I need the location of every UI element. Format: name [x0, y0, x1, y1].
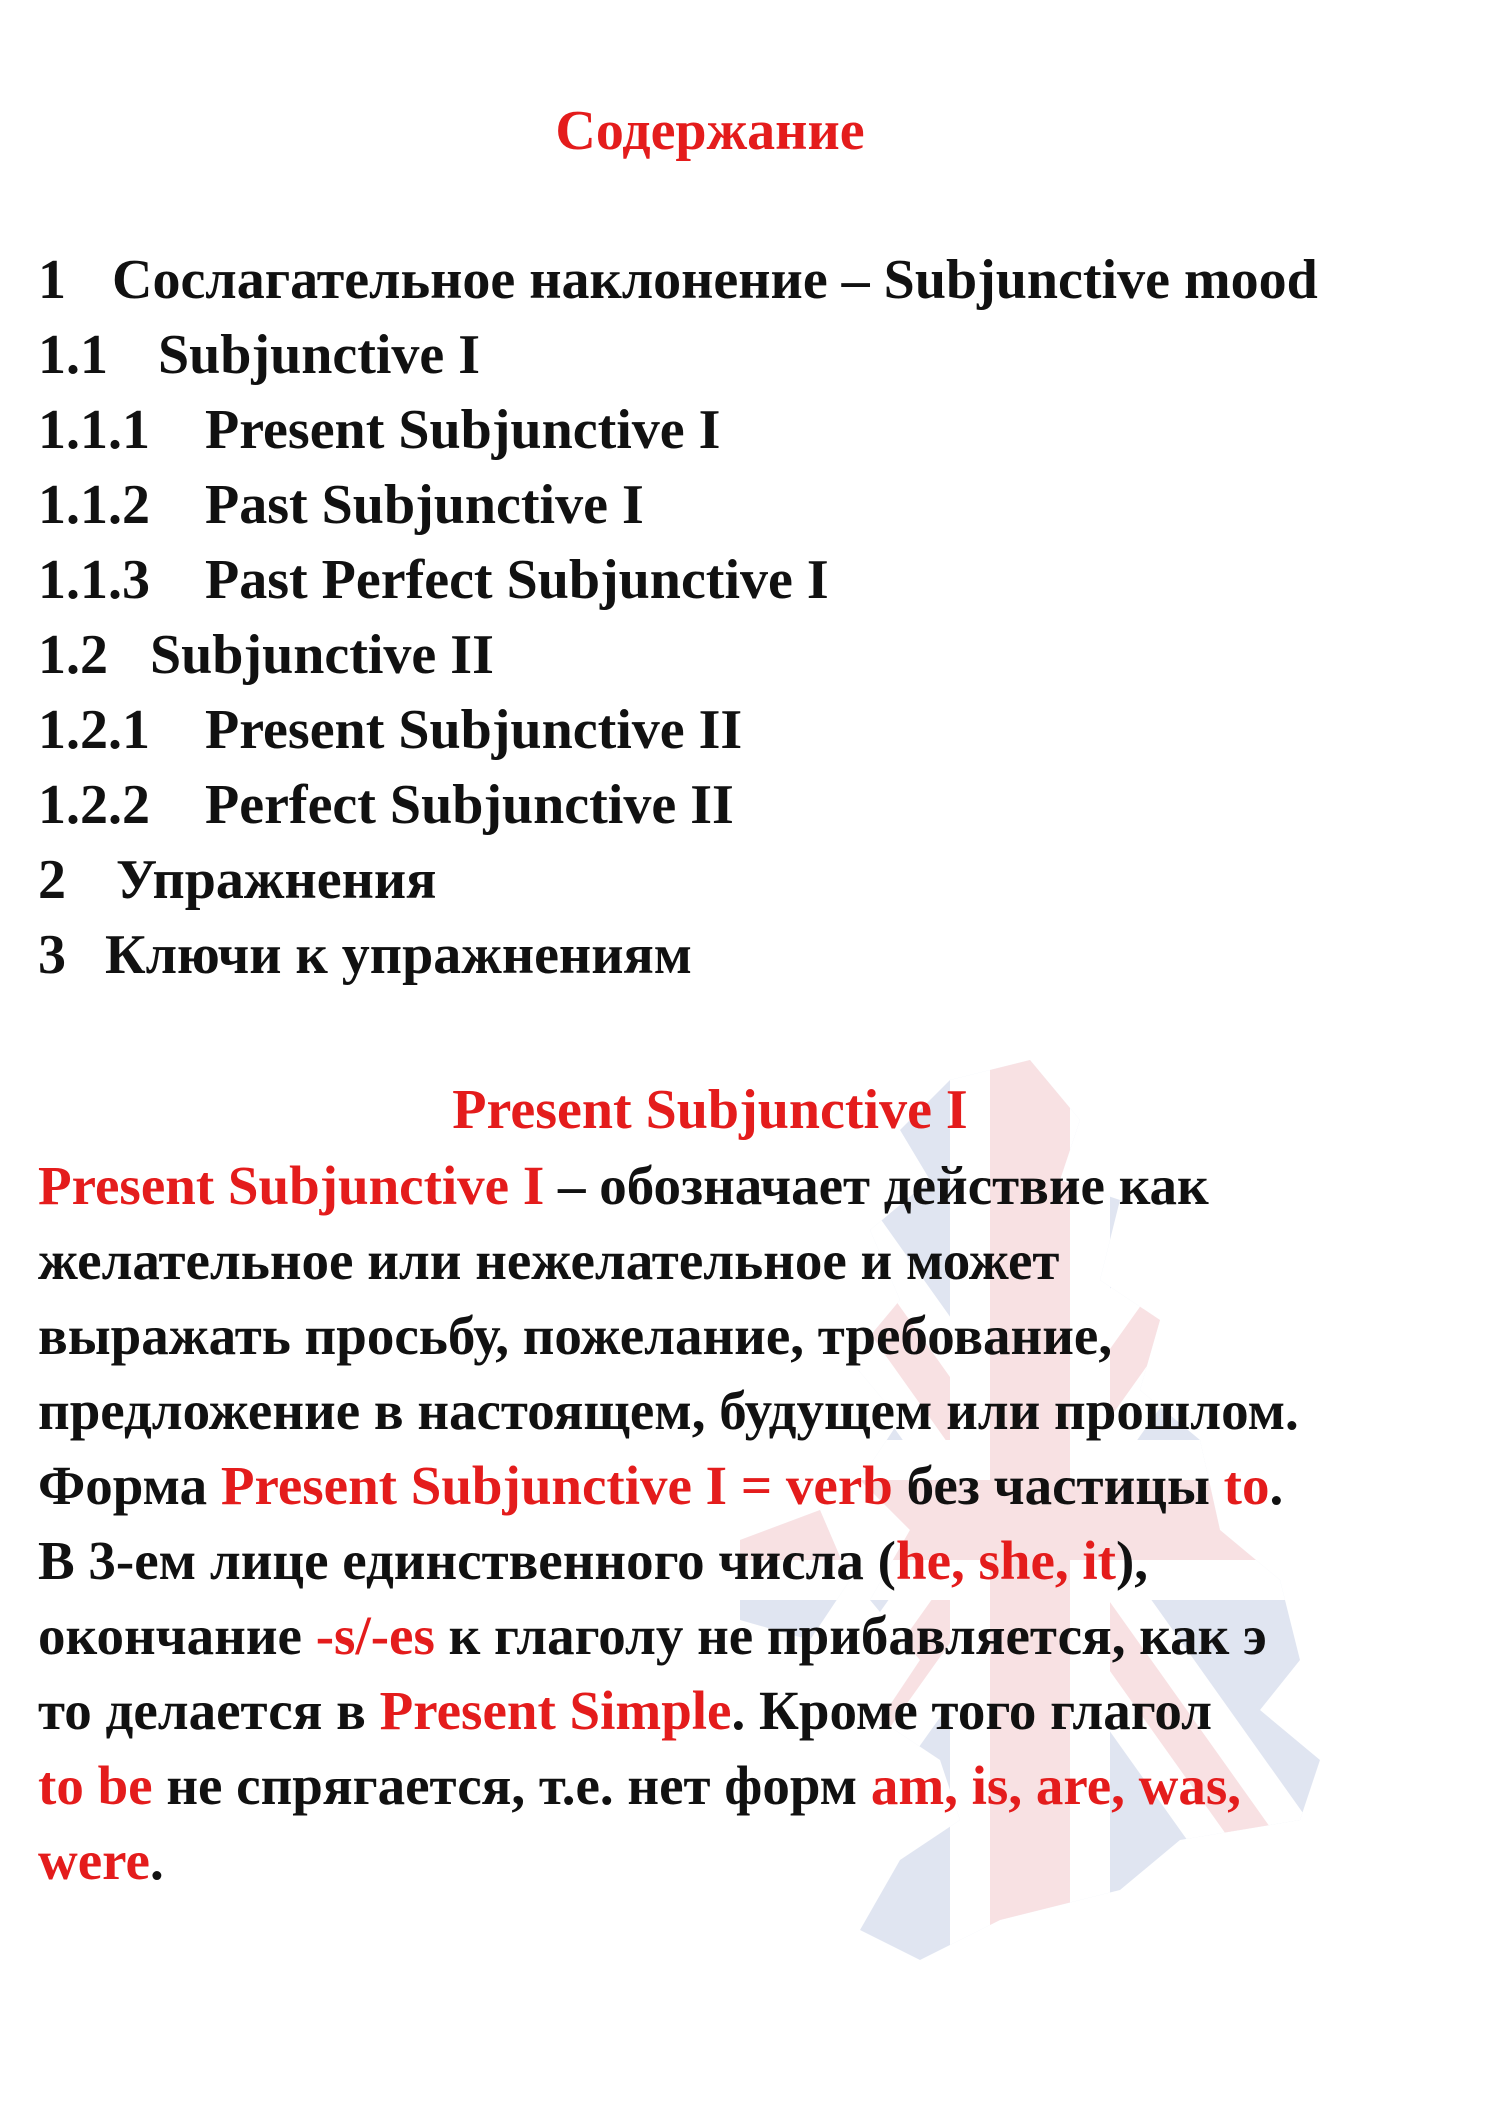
body-text: без частицы	[892, 1455, 1224, 1516]
toc-item[interactable]	[38, 318, 1318, 393]
section-body	[38, 1148, 1478, 1898]
toc-item[interactable]	[38, 768, 1318, 843]
toc-number: 1.2	[38, 624, 108, 686]
body-line	[38, 1823, 1478, 1898]
body-line	[38, 1148, 1478, 1223]
toc-item[interactable]	[38, 693, 1318, 768]
table-of-contents	[38, 243, 1318, 993]
toc-number: 1.1.2	[38, 474, 150, 536]
body-text: желательное или нежелательное и может	[38, 1230, 1060, 1291]
toc-item[interactable]	[38, 243, 1318, 318]
body-line	[38, 1673, 1478, 1748]
toc-item[interactable]	[38, 393, 1318, 468]
toc-label: Subjunctive I	[158, 324, 481, 386]
toc-number: 1.2.1	[38, 699, 150, 761]
toc-number: 2	[38, 849, 66, 911]
body-line	[38, 1598, 1478, 1673]
term-highlight: to	[1223, 1455, 1270, 1516]
body-line	[38, 1373, 1478, 1448]
toc-item[interactable]	[38, 918, 1318, 993]
body-text: Форма	[38, 1455, 221, 1516]
term-highlight: he, she, it	[895, 1530, 1116, 1591]
body-text: то делается в	[38, 1680, 380, 1741]
toc-label: Present Subjunctive II	[205, 699, 743, 761]
term-highlight: were	[38, 1830, 150, 1891]
term-highlight: to be	[38, 1755, 153, 1816]
term-highlight: Present Simple	[379, 1680, 732, 1741]
toc-label: Subjunctive II	[150, 624, 494, 686]
toc-item[interactable]	[38, 843, 1318, 918]
toc-label: Упражнения	[116, 849, 437, 911]
body-line	[38, 1298, 1478, 1373]
toc-label: Ключи к упражнениям	[105, 924, 692, 986]
toc-item[interactable]	[38, 618, 1318, 693]
body-text: В 3-ем лице единственного числа (	[38, 1530, 896, 1591]
toc-label: Сослагательное наклонение – Subjunctive mood	[112, 249, 1318, 311]
toc-item[interactable]	[38, 543, 1318, 618]
body-text: выражать просьбу, пожелание, требование,	[38, 1305, 1113, 1366]
term-highlight: -s/-es	[315, 1605, 435, 1666]
body-line	[38, 1748, 1478, 1823]
body-text: не спрягается, т.е. нет форм	[152, 1755, 871, 1816]
toc-label: Present Subjunctive I	[205, 399, 721, 461]
body-line	[38, 1223, 1478, 1298]
toc-number: 1.1.3	[38, 549, 150, 611]
body-line	[38, 1448, 1478, 1523]
body-text: предложение в настоящем, будущем или прошлом.	[38, 1380, 1299, 1441]
body-text: – обозначает действие как	[544, 1155, 1209, 1216]
body-text: . Кроме того глагол	[731, 1680, 1212, 1741]
body-text: .	[149, 1830, 164, 1891]
page-title: Содержание	[555, 100, 865, 162]
toc-number: 1.1.1	[38, 399, 150, 461]
body-text: ),	[1115, 1530, 1149, 1591]
toc-label: Past Subjunctive I	[205, 474, 644, 536]
body-text: окончание	[38, 1605, 316, 1666]
term-highlight: Present Subjunctive I	[38, 1155, 545, 1216]
body-text: .	[1269, 1455, 1284, 1516]
term-highlight: am, is, are, was,	[870, 1755, 1242, 1816]
toc-number: 1.2.2	[38, 774, 150, 836]
body-line	[38, 1523, 1478, 1598]
toc-number: 1	[38, 249, 66, 311]
toc-label: Past Perfect Subjunctive I	[205, 549, 829, 611]
toc-item[interactable]	[38, 468, 1318, 543]
toc-number: 1.1	[38, 324, 108, 386]
toc-number: 3	[38, 924, 66, 986]
term-highlight: Present Subjunctive I = verb	[220, 1455, 893, 1516]
body-text: к глаголу не прибавляется, как э	[434, 1605, 1267, 1666]
section-title: Present Subjunctive I	[452, 1079, 968, 1141]
toc-label: Perfect Subjunctive II	[205, 774, 734, 836]
